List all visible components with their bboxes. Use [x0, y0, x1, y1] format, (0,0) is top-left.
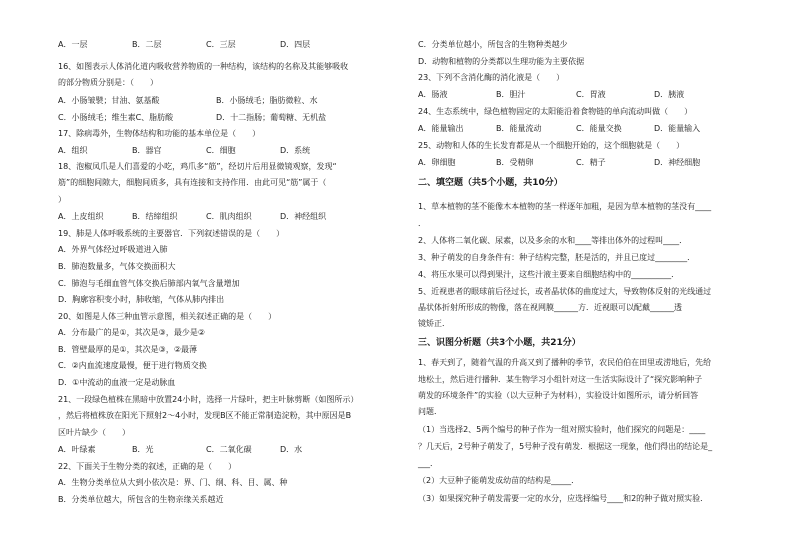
- q20-option-d: D．①中流动的血液一定是动脉血: [58, 378, 176, 387]
- q18-stem-line2: 筋”的细胞间隙大，细胞间质多，具有连接和支持作用．由此可见“筋”属于（: [58, 178, 327, 187]
- fill-q4-line1: 4、将压水果可以得到果汁，这些汁液主要来自细胞结构中的__________．: [418, 270, 680, 279]
- fill-q2-line1: 2、人体将二氧化碳、尿素，以及多余的水和____等排出体外的过程叫____．: [418, 236, 688, 245]
- section-figure-analysis-title: 三、识图分析题（共3个小题，共21分）: [418, 338, 581, 348]
- option-c: C．二氧化碳: [206, 445, 252, 454]
- analysis-sub1-line2: ？几天后，2号种子萌发了，5号种子没有萌发．根据这一现象，他们得出的结论是_: [418, 442, 713, 451]
- analysis-q1-line4: 问题．: [418, 407, 442, 416]
- option-a: A．组织: [58, 146, 88, 155]
- section-fill-in-title: 二、填空题（共5个小题，共10分）: [418, 178, 563, 188]
- analysis-sub1-line3: ___．: [418, 459, 438, 468]
- q22-option-d: D．动物和植物的分类都以生理功能为主要依据: [418, 57, 585, 66]
- option-a: A．肠液: [418, 90, 448, 99]
- option-b: B．能量流动: [496, 124, 542, 133]
- option-c: C．精子: [576, 158, 606, 167]
- option-b: B．二层: [132, 40, 162, 49]
- q16-stem-line2: 的部分物质分别是：（ ）: [58, 78, 158, 87]
- right-column: [418, 0, 748, 550]
- analysis-sub3-line1: （3）如果探究种子萌发需要一定的水分，应选择编号____和2的种子做对照实验．: [418, 494, 709, 503]
- q17-stem-line1: 17、除病毒外，生物体结构和功能的基本单位是（ ）: [58, 129, 261, 138]
- q23-stem-line1: 23、下列不含消化酶的消化液是（ ）: [418, 73, 565, 82]
- fill-q5-line1: 5、近视患者的眼球前后径过长，或者晶状体的曲度过大，导致物体反射的光线通过: [418, 287, 712, 296]
- option-a: A．叶绿素: [58, 445, 96, 454]
- option-d: D．胰液: [654, 90, 685, 99]
- option-a: A．卵细胞: [418, 158, 456, 167]
- option-a: A．上皮组织: [58, 212, 104, 221]
- option-c: C．细胞: [206, 146, 236, 155]
- q22-option-a: A．生物分类单位从大到小依次是：界、门、纲、科、目、属、种: [58, 478, 288, 487]
- analysis-q1-line1: 1、春天到了，随着气温的升高又到了播种的季节，农民伯伯在田里或涝地后，先给: [418, 358, 712, 367]
- option-b: B．结缔组织: [132, 212, 178, 221]
- q24-stem-line1: 24、生态系统中，绿色植物固定的太阳能沿着食物链的单向流动叫做（ ）: [418, 107, 693, 116]
- q22-option-c: C．分类单位越小，所包含的生物种类越少: [418, 40, 568, 49]
- q18-stem-line1: 18、泡椒凤爪是人们喜爱的小吃，鸡爪多“筋”，经切片后用显微镜观察，发现“: [58, 162, 337, 171]
- option-d: D．神经组织: [280, 212, 327, 221]
- q20-option-a: A．分布最广的是①，其次是③，最少是②: [58, 328, 205, 337]
- option-c: C．肌肉组织: [206, 212, 252, 221]
- analysis-q1-line3: 萌发的环境条件”的实验（以大豆种子为材料），实验设计如图所示，请分析回答: [418, 391, 699, 400]
- option-a: A．能量输出: [418, 124, 464, 133]
- option-d: D．系统: [280, 146, 311, 155]
- q16-stem-line1: 16、如图表示人体消化道内吸收营养物质的一种结构，该结构的名称及其能够吸收: [58, 62, 349, 71]
- q20-option-b: B．管壁最厚的是①，其次是③，②最薄: [58, 345, 198, 354]
- q19-option-a: A．外界气体经过呼吸道进入肺: [58, 245, 168, 254]
- option-d: D．神经细胞: [654, 158, 701, 167]
- analysis-q1-line2: 地松土，然后进行播种．某生物学习小组针对这一生活实际设计了“探究影响种子: [418, 375, 703, 384]
- q21-stem-line3: 区叶片缺少（ ）: [58, 428, 130, 437]
- left-column: [58, 0, 383, 550]
- option-a: A．一层: [58, 40, 88, 49]
- q21-stem-line2: ，然后将植株放在阳光下照射2～4小时，发现B区不能正常制造淀粉，其中原因是B: [58, 411, 352, 420]
- q22-stem-line1: 22、下面关于生物分类的叙述，正确的是（ ）: [58, 462, 237, 471]
- q20-stem-line1: 20、如图是人体三种血管示意图，相关叙述正确的是（ ）: [58, 312, 277, 321]
- option-c: C．三层: [206, 40, 236, 49]
- q20-option-c: C．②内血流速度最慢，便于进行物质交换: [58, 361, 207, 370]
- q19-option-b: B．肺泡数量多，气体交换面积大: [58, 262, 176, 271]
- option-d: D．能量输入: [654, 124, 701, 133]
- option-d: D．水: [280, 445, 303, 454]
- option-d: D．四层: [280, 40, 311, 49]
- q19-option-d: D．胸廓容积变小时，肺收缩，气体从肺内排出: [58, 295, 225, 304]
- q18-stem-line3: ）: [58, 195, 66, 204]
- q19-stem-line1: 19、肺是人体呼吸系统的主要器官．下列叙述错误的是（ ）: [58, 229, 285, 238]
- q16-option-c: C．小肠绒毛；维生素C、脂肪酸: [58, 113, 174, 122]
- option-c: C．能量交换: [576, 124, 622, 133]
- option-b: B．器官: [132, 146, 162, 155]
- option-c: C．胃液: [576, 90, 606, 99]
- fill-q5-line2: 晶状体折射所形成的物像，落在视网膜______方．近视眼可以配戴______透: [418, 303, 682, 312]
- q16-option-b: B．小肠绒毛；脂肪微粒、水: [216, 96, 318, 105]
- fill-q1-line2: ．: [418, 219, 426, 228]
- q16-option-d: D．十二指肠；葡萄糖、无机盐: [216, 113, 327, 122]
- fill-q3-line1: 3、种子萌发的自身条件有：种子结构完整，胚是活的，并且已度过________．: [418, 253, 696, 262]
- option-b: B．受精卵: [496, 158, 534, 167]
- analysis-sub2-line1: （2）大豆种子能萌发成幼苗的结构是_____．: [418, 476, 580, 485]
- analysis-sub1-line1: （1）当选择2、5两个编号的种子作为一组对照实验时，他们探究的问题是：____: [418, 425, 706, 434]
- q21-stem-line1: 21、一段绿色植株在黑暗中放置24小时，选择一片绿叶，把主叶脉剪断（如图所示）: [58, 395, 359, 404]
- q22-option-b: B．分类单位越大，所包含的生物亲缘关系越近: [58, 495, 224, 504]
- fill-q5-line3: 镜矫正．: [418, 319, 450, 328]
- q19-option-c: C．肺泡与毛细血管气体交换后肺部内氧气含量增加: [58, 279, 240, 288]
- q16-option-a: A．小肠皱襞；甘油、氨基酸: [58, 96, 160, 105]
- q25-stem-line1: 25、动物和人体的生长发育都是从一个细胞开始的，这个细胞就是（ ）: [418, 141, 685, 150]
- option-b: B．胆汁: [496, 90, 526, 99]
- option-b: B．光: [132, 445, 154, 454]
- fill-q1-line1: 1、草本植物的茎不能像木本植物的茎一样逐年加粗，是因为草本植物的茎没有____: [418, 202, 712, 211]
